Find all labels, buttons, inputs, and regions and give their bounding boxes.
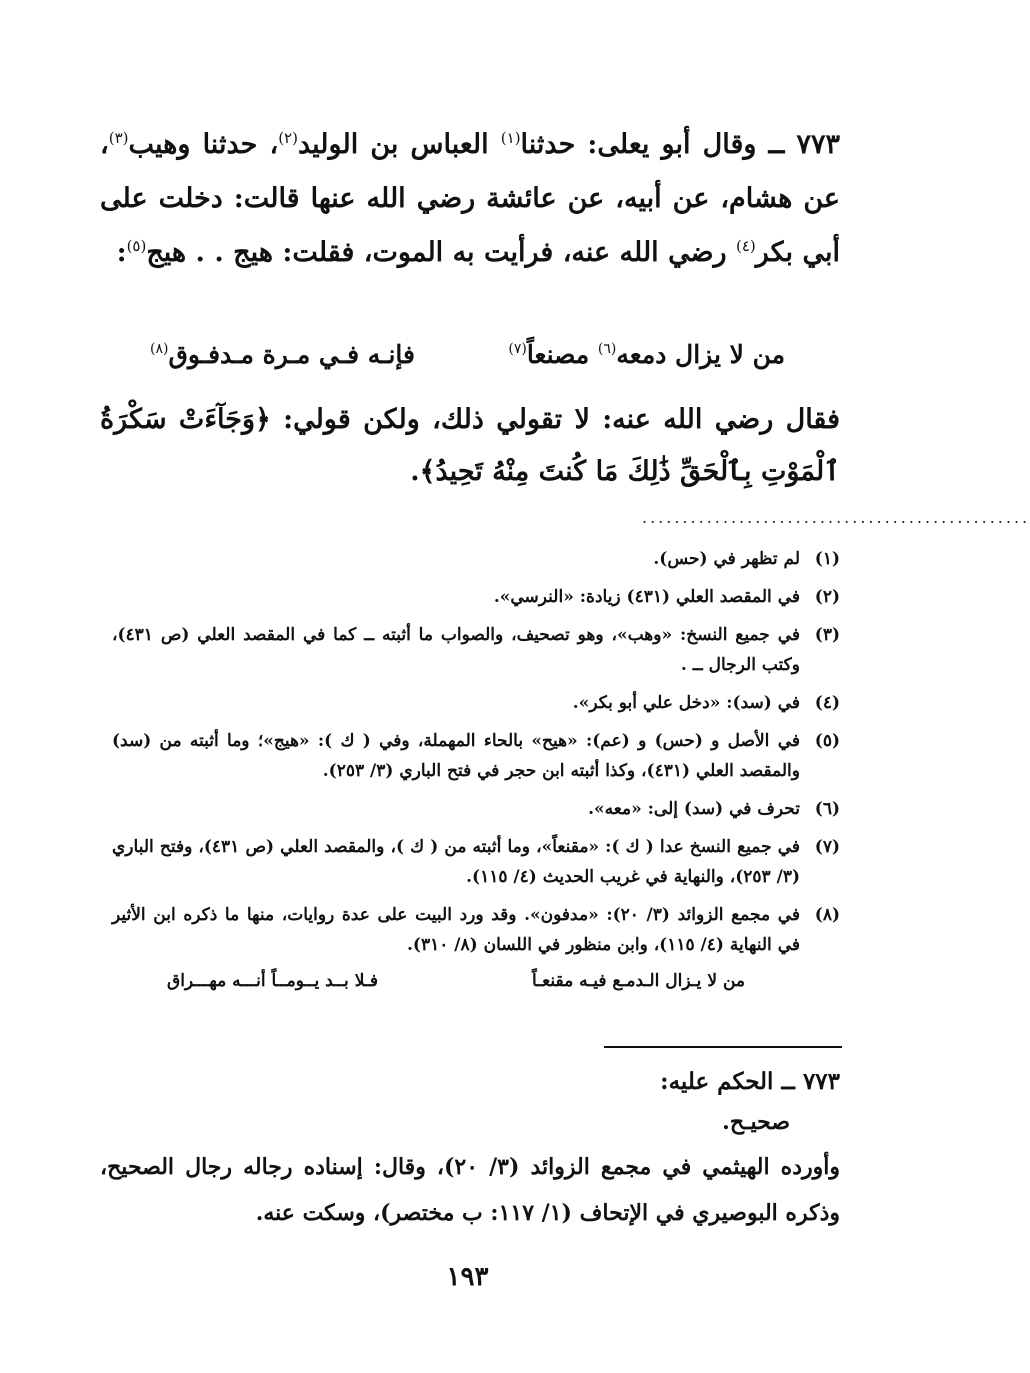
reply-text: فقال رضي الله عنه: لا تقولي ذلك، ولكن قولي: ﴿وَجَآءَتْ سَكْرَةُ ٱلْمَوْتِ بِٱلْحَقِّ ذَٰلِكَ مَا كُنتَ مِنْهُ تَحِيدُ﴾. [100,404,840,487]
poem-segment: مصنعاً [526,340,598,369]
footnote [112,688,840,718]
footnote-text: في جميع النسخ عدا ( ك ): «مقنعاً»، وما أثبته من ( ك )، والمقصد العلي (ص ٤٣١)، وفتح الباري (٣/ ٢٥٣)، والنهاية في غريب الحديث (٤/ ١١٥). [112,837,800,887]
footnote-verse [167,966,745,996]
poem-segment: من لا يزال دمعه [616,340,785,369]
hadith-segment: ، حدثنا وهيب [128,129,279,160]
footnote-text: في الأصل و (حس) و (عم): «هيح» بالحاء المهملة، وفي ( ك ): «هيج»؛ وما أثبته من (سد) والمقصد العلي (٤٣١)، وكذا أثبته ابن حجر في فتح الباري (٣/ ٢٥٣). [112,731,800,781]
footnote-number: (٤) [814,693,840,713]
footnote [112,832,840,892]
footnote-ref: (٨) [150,341,169,357]
footnote-text: تحرف في (سد) إلى: «معه». [588,799,800,819]
poem-segment: فإنـه فـي مـرة مـدفـوق [168,340,415,369]
verse-first-hemistich: من لا يـزال الـدمـع فيـه مقنعـاً [532,971,745,991]
hadith-text [100,118,840,280]
hadith-segment: ٧٧٣ ــ وقال أبو يعلى: حدثنا [520,129,841,160]
footnote-number: (٣) [814,625,840,645]
footnote-number: (٥) [814,731,840,751]
hadith-segment: : [116,237,127,268]
footnote-ref: (١) [500,129,521,147]
poem-second-hemistich [150,340,415,369]
footnote-number: (٦) [814,799,840,819]
footnote-ref: (٢) [278,129,298,147]
ruling-body: وأورده الهيثمي في مجمع الزوائد (٣/ ٢٠)، وقال: إسناده رجاله رجال الصحيح، وذكره البوصيري في الإتحاف (١/ ١١٧: ب مختصر)، وسكت عنه. [100,1154,840,1226]
footnote-number: (٧) [814,837,840,857]
footnote [112,620,840,680]
verse-second-hemistich: فـلا بــد يــومــاً أنـــه مهـــراق [167,971,378,991]
poem-verse [150,332,785,382]
footnote-ref: (٤) [735,237,756,255]
ruling-section [100,1062,840,1236]
footnote-ref: (٧) [508,341,527,357]
hadith-segment: ، عن هشام، عن أبيه، عن عائشة رضي الله عنها قالت: دخلت على أبي بكر [100,129,840,268]
footnote-text: في مجمع الزوائد (٣/ ٢٠): «مدفون». وقد ورد البيت على عدة روايات، منها ما ذكره ابن الأثير في النهاية (٤/ ١١٥)، وابن منظور في اللسان (٨/ ٣١٠). [112,905,800,955]
footnote [112,794,840,824]
footnote-separator: ................................................ [642,508,1030,527]
footnote [112,900,840,960]
footnote [112,582,840,612]
footnote-number: (٨) [814,905,840,925]
footnote-text: في (سد): «دخل علي أبو بكر». [572,693,800,713]
section-divider [604,1046,842,1048]
ruling-heading: ٧٧٣ ــ الحكم عليه: [660,1068,840,1095]
footnote-number: (١) [814,549,840,569]
poem-first-hemistich [508,340,785,369]
hadith-segment: رضي الله عنه، فرأيت به الموت، فقلت: هيج . . هيج [146,237,736,268]
footnotes [112,544,840,996]
footnote [112,544,840,574]
hadith-segment: العباس بن الوليد [297,129,501,160]
page-number: ١٩٣ [446,1262,489,1292]
footnote-ref: (٦) [597,341,617,357]
footnote-text: في جميع النسخ: «وهب»، وهو تصحيف، والصواب ما أثبته ــ كما في المقصد العلي (ص ٤٣١)، وكتب الرجال ــ . [112,625,800,675]
footnote-text: في المقصد العلي (٤٣١) زيادة: «النرسي». [493,587,800,607]
footnote-ref: (٥) [126,237,147,255]
footnote-number: (٢) [814,587,840,607]
footnote-text: لم تظهر في (حس). [653,549,800,569]
footnote-ref: (٣) [108,129,129,147]
ruling-verdict: صحيـح. [722,1109,790,1135]
footnote [112,726,840,786]
